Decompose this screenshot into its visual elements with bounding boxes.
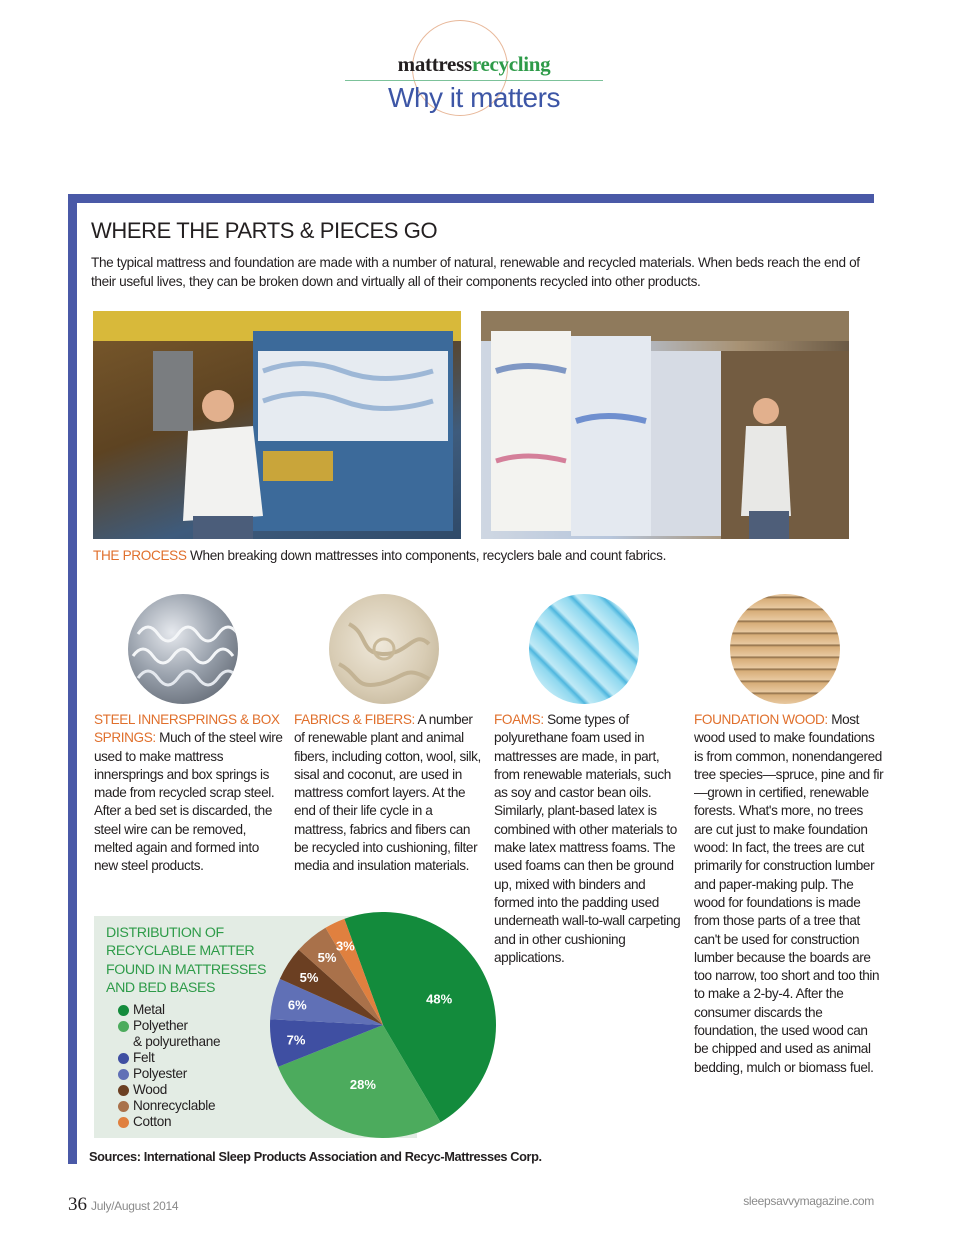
pie-slice-label: 3%: [335, 938, 355, 954]
steel-innersprings-title: STEEL INNERSPRINGS & BOX SPRINGS:: [94, 712, 280, 746]
legend-label: Polyester: [133, 1066, 187, 1081]
caption-label: THE PROCESS: [93, 548, 187, 563]
legend-label: Polyether & polyurethane: [133, 1018, 221, 1049]
sources-note: Sources: International Sleep Products Association and Recyc-Mattresses Corp.: [89, 1149, 542, 1164]
intro-paragraph: The typical mattress and foundation are made with a number of natural, renewable and recycled materials. When beds reach the end of their useful lives, they can be broken down and virtually all of their components recycled into other products.: [91, 255, 860, 289]
legend-item: [118, 1082, 220, 1098]
legend-item: [118, 1050, 220, 1066]
photo-baler-worker: [93, 311, 461, 539]
photo-bales-worker: [481, 311, 849, 539]
pie-slice-label: 5%: [317, 949, 337, 965]
foams-body: Some types of polyurethane foam used in mattresses are made, in part, from renewable materials, such as soy and castor bean oils. Similarly, plant-based latex is combined with other materials to make latex mattress foams. The used foams can then be ground up, mixed with binders and formed into the padding used underneath wall-to-wall carpeting and in other cushioning applications.: [494, 712, 681, 965]
foundation-wood-text: [694, 711, 884, 1077]
chart-title: DISTRIBUTION OF RECYCLABLE MATTER FOUND IN MATTRESSES AND BED BASES: [106, 925, 267, 996]
legend-label: Metal: [133, 1002, 165, 1017]
legend-label: Wood: [133, 1082, 168, 1097]
legend-label: Cotton: [133, 1114, 172, 1129]
foundation-wood-title: FOUNDATION WOOD:: [694, 712, 828, 727]
legend-item: [118, 1018, 220, 1050]
legend-item: [118, 1114, 220, 1130]
header-divider: [345, 80, 603, 81]
issue-date: July/August 2014: [91, 1199, 179, 1213]
pie-chart: [270, 912, 496, 1138]
steel-innersprings-body: Much of the steel wire used to make mattress innersprings and box springs is made from recycled scrap steel. After a bed set is discarded, the steel wire can be removed, melted again and formed into new steel products.: [94, 730, 283, 874]
page-number: 36: [68, 1194, 87, 1215]
legend-swatch: [118, 1021, 129, 1032]
pie-slice-label: 5%: [299, 970, 319, 986]
foundation-wood-body: Most wood used to make foundations is from common, nonendangered tree species—spruce, pine and fir—grown in certified, renewable forests. What's more, no trees are cut just to make foundation wood: In fact, the trees are cut primarily for construction lumber and paper-making pulp. The wood for foundations is made from those parts of a tree that can't be used for construction lumber because the boards are too narrow, too short and too thin to make a 2-by-4. After the consumer discards the foundation, the used wood can be chipped and used as animal bedding, mulch or biomass fuel.: [694, 712, 884, 1075]
kicker-recycling: recycling: [471, 52, 551, 76]
legend-swatch: [118, 1069, 129, 1080]
pie-slice-label: 28%: [349, 1076, 376, 1092]
legend-swatch: [118, 1053, 129, 1064]
fabrics-fibers-text: [294, 711, 484, 876]
fabrics-fibers-body: A number of renewable plant and animal fibers, including cotton, wool, silk, sisal and coconut, are used in mattress comfort layers. At the end of their life cycle in a mattress, fabrics and fibers can be recycled into cushioning, filter media and insulation materials.: [294, 712, 481, 874]
caption-text: When breaking down mattresses into components, recyclers bale and count fabrics.: [186, 548, 666, 563]
foundation-wood-image: [730, 594, 840, 704]
steel-innersprings-text: [94, 711, 284, 876]
foams-title: FOAMS:: [494, 712, 544, 727]
photo-caption: [93, 548, 666, 563]
legend-label: Felt: [133, 1050, 155, 1065]
pie-slice-label: 6%: [287, 997, 307, 1013]
legend-label: Nonrecyclable: [133, 1098, 216, 1113]
steel-innersprings-image: [128, 594, 238, 704]
kicker-mattress: mattress: [397, 52, 472, 76]
legend-item: [118, 1066, 220, 1082]
chart-legend: [118, 1002, 220, 1130]
legend-swatch: [118, 1117, 129, 1128]
legend-item: [118, 1002, 220, 1018]
foams-image: [529, 594, 639, 704]
footer-left: [68, 1194, 178, 1216]
footer-site: sleepsavvymagazine.com: [743, 1194, 874, 1208]
fabrics-fibers-image: [329, 594, 439, 704]
foams-text: [494, 711, 684, 967]
page-title: Why it matters: [388, 82, 560, 113]
legend-swatch: [118, 1085, 129, 1096]
frame-left-bar: [68, 194, 77, 1164]
frame-top-bar: [68, 194, 874, 203]
pie-slice-label: 7%: [286, 1032, 306, 1048]
section-kicker: [345, 52, 603, 77]
legend-item: [118, 1098, 220, 1114]
legend-swatch: [118, 1005, 129, 1016]
legend-swatch: [118, 1101, 129, 1112]
pie-slice-label: 48%: [426, 991, 453, 1007]
fabrics-fibers-title: FABRICS & FIBERS:: [294, 712, 415, 727]
section-title: WHERE THE PARTS & PIECES GO: [91, 218, 438, 243]
